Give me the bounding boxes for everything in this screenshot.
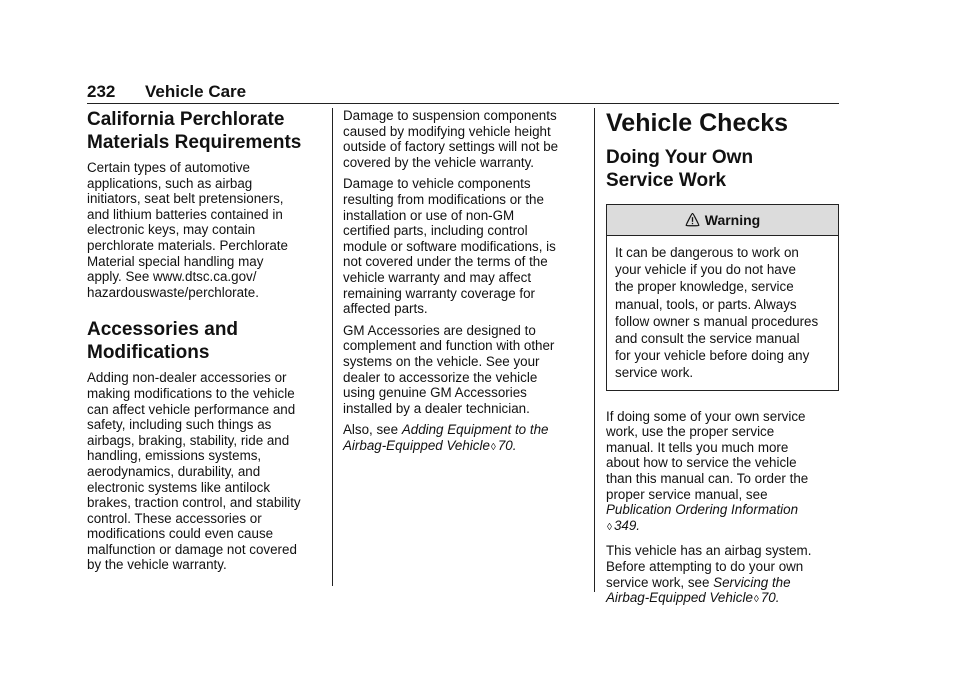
also-see-prefix: Also, see <box>343 422 402 438</box>
perchlorate-body: Certain types of automotive applications, such as airbag initiators, seat belt pretensioners, and lithium batteries contained in electronic keys, may contain perchlorate materials. Perchlorate Material special handling may apply. See www.dtsc.ca.gov/ hazardouswaste/perchlorate. <box>87 160 288 300</box>
accessories-heading: Accessories and Modifications <box>87 319 239 364</box>
service-manual-text: If doing some of your own service work, use the proper service manual. It tells you much more about how to service the vehicle than this manual can. To order the proper service manual, see <box>606 408 809 502</box>
column-divider-1 <box>332 108 333 586</box>
airbag-paragraph: This vehicle has an airbag system. Before attempting to do your own service work, see Servicing the Airbag-Equipped Vehicle◊ 70. <box>606 543 812 606</box>
warning-icon <box>685 212 700 227</box>
accessories-body: Adding non-dealer accessories or making modifications to the vehicle can affect vehicle performance and safety, including such things as airbags, braking, stability, ride and handling, emissions systems, aerodynamics, durability, and electronic systems like antilock brakes, traction control, and stability control. These accessories or modifications could even cause malfunction or damage not covered by the vehicle warranty. <box>87 370 301 573</box>
page-ref-number[interactable]: 70 <box>760 590 776 606</box>
components-paragraph: Damage to vehicle components resulting from modifications or the installation or use of non-GM certified parts, including control module or software modifications, is not covered under the terms of the vehicle warranty and may affect remaining warranty coverage for affected parts. <box>343 176 556 317</box>
column-middle <box>343 108 581 461</box>
service-manual-paragraph: If doing some of your own service work, use the proper service manual. It tells you much more about how to service the vehicle than this manual can. To order the proper service manual, see Publication Ordering Information ◊ 349. <box>606 408 809 533</box>
page-ref-number[interactable]: 70 <box>497 437 513 453</box>
page-ref-number[interactable]: 349 <box>613 517 637 533</box>
page-ref-icon: ◊ <box>490 441 496 453</box>
column-divider-2 <box>594 108 595 592</box>
warning-header <box>607 205 838 236</box>
page-number: 232 <box>87 82 116 101</box>
header-rule <box>87 103 839 104</box>
page-ref-icon: ◊ <box>607 521 612 533</box>
perchlorate-heading: California Perchlorate Materials Requirements <box>87 109 302 153</box>
suspension-paragraph: Damage to suspension components caused by modifying vehicle height outside of factory settings will not be covered by the vehicle warranty. <box>343 108 559 170</box>
airbag-equipped-link[interactable]: Airbag-Equipped Vehicle <box>343 437 490 453</box>
service-work-heading: Doing Your Own Service Work <box>606 147 754 191</box>
warning-body: It can be dangerous to work on your vehicle if you do not have the proper knowledge, service manual, tools, or parts. Always follow owner s manual procedures and consult the service manual for your vehicle before doing any service work. <box>615 245 819 381</box>
warning-title: Warning <box>704 212 761 228</box>
section-title: Vehicle Care <box>145 82 247 101</box>
publication-ordering-link[interactable]: Publication Ordering Information <box>606 502 799 518</box>
airbag-text: This vehicle has an airbag system. Before attempting to do your own service work, see <box>606 543 812 590</box>
page-ref-icon: ◊ <box>753 594 759 606</box>
airbag-equipped-link[interactable]: Airbag-Equipped Vehicle <box>606 590 753 606</box>
gm-accessories-paragraph: GM Accessories are designed to complement and function with other systems on the vehicle. See your dealer to accessorize the vehicle using genuine GM Accessories installed by a dealer technician. <box>343 322 555 416</box>
servicing-link[interactable]: Servicing the <box>713 574 791 590</box>
adding-equipment-link[interactable]: Adding Equipment to the <box>401 422 549 438</box>
page-header <box>87 82 839 104</box>
warning-box <box>606 204 839 391</box>
also-see-paragraph: Also, see Adding Equipment to the Airbag-Equipped Vehicle◊ 70. <box>343 422 549 453</box>
column-right <box>606 108 839 614</box>
column-left <box>87 108 327 591</box>
vehicle-checks-heading: Vehicle Checks <box>606 109 789 137</box>
